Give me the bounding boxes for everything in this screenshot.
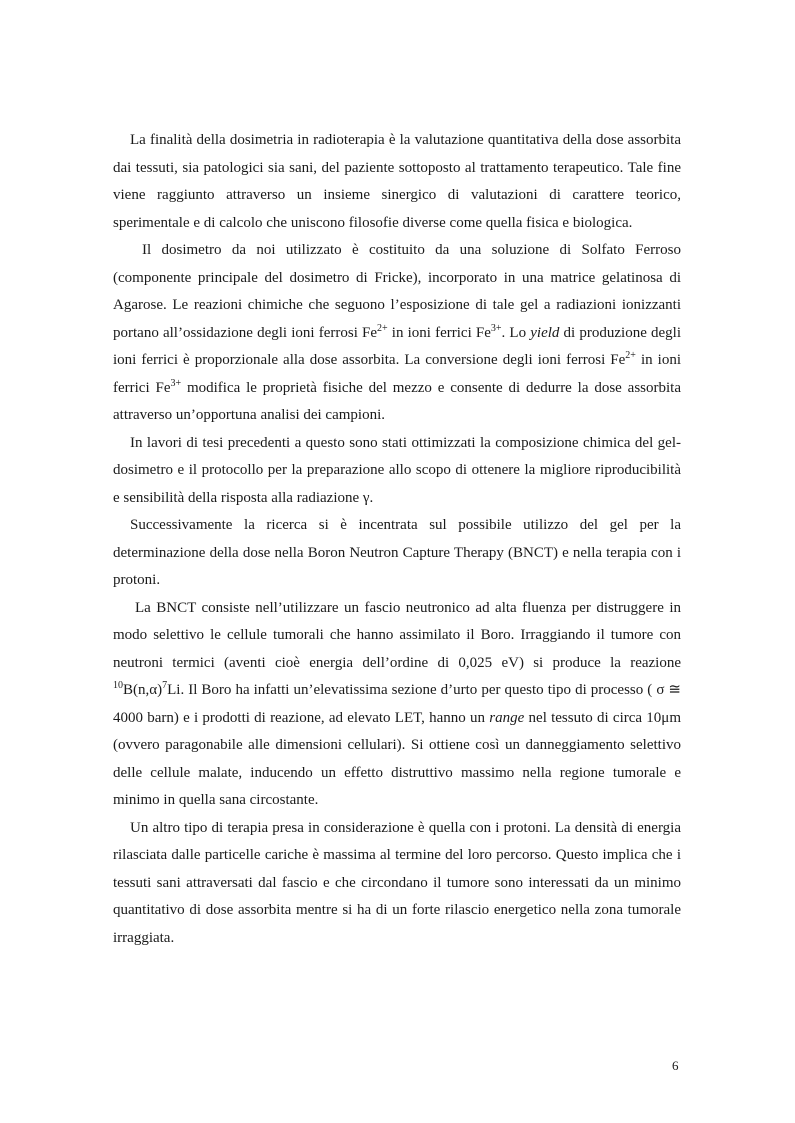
- page-number: 6: [672, 1058, 679, 1073]
- paragraph-previous-work: [113, 430, 681, 513]
- paragraph-text: Li. Il Boro ha infatti un’elevatissima sezione d’urto per questo tipo di processo ( σ ≅ 4000 barn) e i prodotti di reazione, ad elevato LET, hanno un: [113, 682, 681, 726]
- paragraph-dosimetry-purpose: [113, 127, 681, 237]
- paragraph-text: in ioni ferrici Fe: [387, 324, 491, 341]
- superscript-charge: 3+: [490, 322, 502, 334]
- paragraph-text: nel tessuto di circa 10μm (ovvero paragonabile alle dimensioni cellulari). Si ottiene così un danneggiamento selettivo delle cellule malate, inducendo un effetto distruttivo massimo nella regione tumorale e minimo in quella sana circostante.: [113, 709, 681, 808]
- superscript-charge: 2+: [625, 350, 636, 361]
- paragraph-text: modifica le proprietà fisiche del mezzo e consente di dedurre la dose assorbita attraverso un’opportuna analisi dei campioni.: [113, 379, 681, 423]
- paragraph-dosimeter-description: [113, 237, 681, 430]
- superscript-isotope: 10: [113, 680, 123, 691]
- paragraph-text: Successivamente la ricerca si è incentrata sul possibile utilizzo del gel per la determinazione della dose nella Boron Neutron Capture Therapy (BNCT) e nella terapia con i protoni.: [113, 517, 681, 588]
- paragraph-text: . Lo: [501, 324, 531, 341]
- paragraph-research-focus: [113, 512, 681, 595]
- paragraph-proton-therapy: [113, 815, 681, 953]
- superscript-charge: 3+: [170, 377, 182, 389]
- body-text: [113, 127, 681, 952]
- italic-term-yield: yield: [530, 324, 560, 341]
- italic-term-range: range: [489, 709, 525, 726]
- paragraph-text: Il dosimetro da noi utilizzato è costituito da una soluzione di Solfato Ferroso (componente principale del dosimetro di Fricke), incorporato in una matrice gelatinosa di Agarose. Le reazioni chimiche che seguono l’esposizione di tale gel a radiazioni ionizzanti portano all’ossidazione degli ioni ferrosi Fe: [113, 242, 681, 341]
- paragraph-text: Un altro tipo di terapia presa in considerazione è quella con i protoni. La densità di energia rilasciata dalle particelle cariche è massima al termine del loro percorso. Questo implica che i tessuti sani attraversati dal fascio e che circondano il tumore sono interessati da un minimo quantitativo di dose assorbita mentre si ha di un forte rilascio energetico nella zona tumorale irraggiata.: [113, 819, 681, 946]
- paragraph-bnct: [113, 595, 681, 815]
- superscript-isotope: 7: [162, 680, 168, 691]
- paragraph-text: in ioni ferrici Fe: [113, 352, 681, 396]
- paragraph-text: di produzione degli ioni ferrici è proporzionale alla dose assorbita. La conversione degli ioni ferrosi Fe: [113, 324, 681, 368]
- paragraph-text: In lavori di tesi precedenti a questo sono stati ottimizzati la composizione chimica del gel-dosimetro e il protocollo per la preparazione allo scopo di ottenere la migliore riproducibilità e sensibilità della risposta alla radiazione γ.: [113, 434, 681, 506]
- paragraph-text: La finalità della dosimetria in radioterapia è la valutazione quantitativa della dose assorbita dai tessuti, sia patologici sia sani, del paziente sottoposto al trattamento terapeutico. Tale fine viene raggiunto attraverso un insieme sinergico di valutazioni di carattere teorico, sperimentale e di calcolo che uniscono filosofie diverse come quella fisica e biologica.: [113, 132, 681, 231]
- paragraph-text: B(n,α): [123, 682, 163, 698]
- paragraph-text: La BNCT consiste nell’utilizzare un fascio neutronico ad alta fluenza per distruggere in modo selettivo le cellule tumorali che hanno assimilato il Boro. Irraggiando il tumore con neutroni termici (aventi cioè energia dell’ordine di 0,025 eV) si produce la reazione: [113, 599, 681, 671]
- superscript-charge: 2+: [377, 322, 388, 334]
